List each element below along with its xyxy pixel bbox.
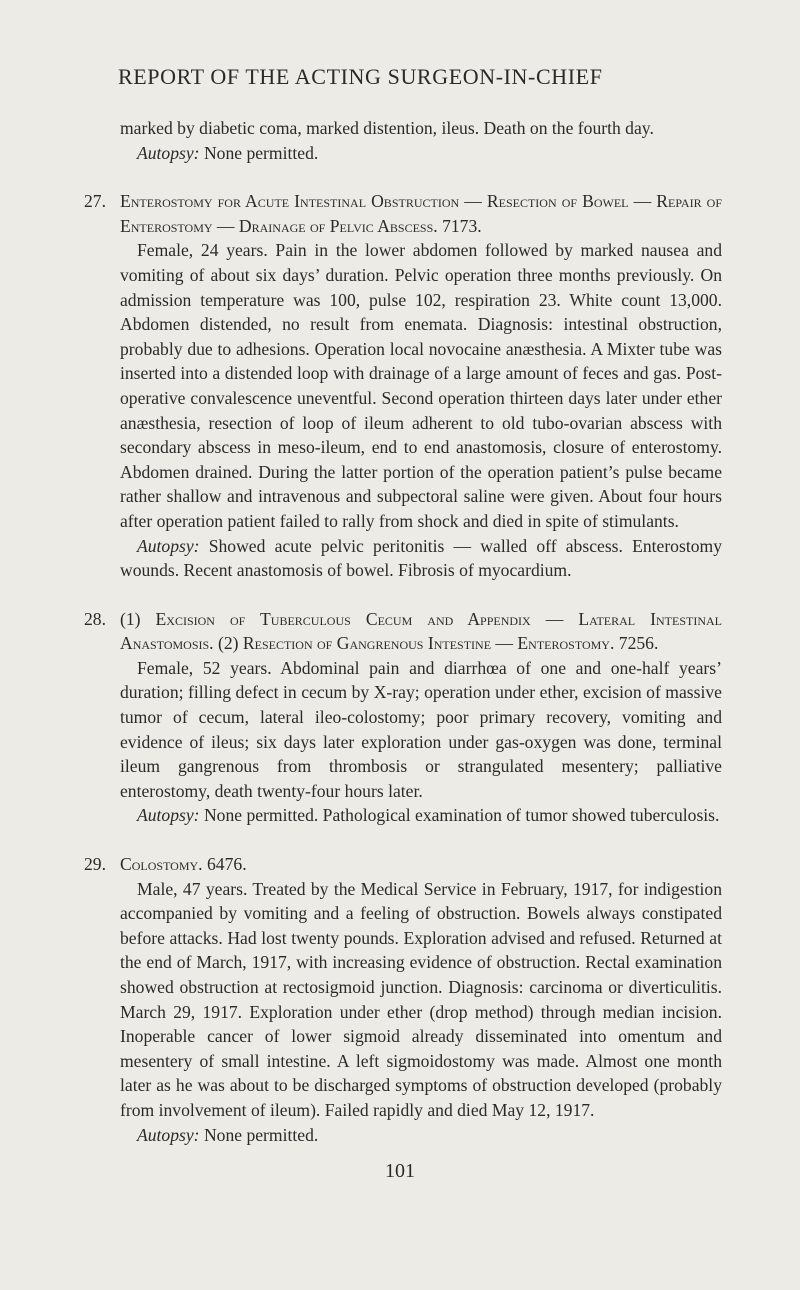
case-29 — [84, 852, 722, 1147]
case-text: Female, 52 years. Abdominal pain and diarrhœa of one and one-half years’ duration; filling defect in cecum by X-ray; operation under ether, excision of massive tumor of cecum, lateral ileo-colostomy; poor primary recovery, vomiting and evidence of ileus; six days later exploration under gas-oxygen was done, terminal ileum gangrenous from thrombosis or strangulated mesentery; palliative enterostomy, death twenty-four hours later. — [120, 657, 722, 801]
case-id: 6476. — [207, 854, 247, 875]
case-heading: Enterostomy for Acute Intestinal Obstruction — Resection of Bowel — Repair of Enterostomy — Drainage of Pelvic Abscess. — [120, 191, 722, 236]
autopsy-label: Autopsy: — [137, 1124, 200, 1145]
case-27 — [84, 189, 722, 583]
autopsy-text: Showed acute pelvic peritonitis — walled off abscess. Enterostomy wounds. Recent anastomosis of bowel. Fibrosis of myocardium. — [120, 535, 722, 581]
continuation-paragraph: marked by diabetic coma, marked distention, ileus. Death on the fourth day. — [120, 118, 654, 138]
case-heading: (1) Excision of Tuberculous Cecum and Appendix — Lateral Intestinal Anastomosis. (2) Resection of Gangrenous Intestine — Enterostomy. — [120, 608, 722, 654]
case-autopsy — [84, 534, 722, 583]
case-number: 28. — [84, 608, 106, 629]
case-text: Male, 47 years. Treated by the Medical Service in February, 1917, for indigestion accompanied by vomiting and a feeling of obstruction. Bowels always constipated before attacks. Had lost twenty pounds. Exploration advised and refused. Returned at the end of March, 1917, with increasing evidence of obstruction. Rectal examination showed obstruction at rectosigmoid junction. Diagnosis: carcinoma or diverticulitis. March 29, 1917. Exploration under ether (drop method) through median incision. Inoperable cancer of lower sigmoid already disseminated into omentum and mesentery of small intestine. A left sigmoidostomy was made. Almost one month later as he was about to be discharged symptoms of obstruction developed (probably from involvement of ileum). Failed rapidly and died May 12, 1917. — [120, 878, 722, 1120]
autopsy-text: None permitted. — [199, 1124, 319, 1145]
autopsy-label: Autopsy: — [137, 805, 200, 826]
autopsy-text: None permitted. — [199, 142, 319, 163]
page-body — [84, 116, 722, 1147]
case-title — [84, 189, 722, 238]
case-heading: Colostomy. — [120, 854, 203, 875]
case-title — [84, 852, 722, 877]
continuation-autopsy — [84, 141, 722, 166]
autopsy-text: None permitted. Pathological examination of tumor showed tuberculosis. — [199, 805, 720, 826]
autopsy-label: Autopsy: — [137, 535, 200, 556]
page-number: 101 — [385, 1160, 415, 1182]
autopsy-label: Autopsy: — [137, 142, 200, 163]
case-28 — [84, 607, 722, 828]
case-autopsy — [84, 803, 722, 828]
case-text: Female, 24 years. Pain in the lower abdomen followed by marked nausea and vomiting of about six days’ duration. Pelvic operation three months previously. On admission temperature was 100, pulse 102, respiration 23. White count 13,000. Abdomen distended, no result from enemata. Diagnosis: intestinal obstruction, probably due to adhesions. Operation local novocaine anæsthesia. A Mixter tube was inserted into a distended loop with drainage of a large amount of feces and gas. Post-operative convalescence uneventful. Second operation thirteen days later under ether anæsthesia, resection of loop of ileum adherent to old tubo-ovarian abscess with secondary abscess in meso-ileum, end to end anastomosis, closure of enterostomy. Abdomen drained. During the latter portion of the operation patient’s pulse became rather shallow and intravenous and subpectoral saline were given. About four hours after operation patient failed to rally from shock and died in spite of stimulants. — [120, 240, 722, 531]
case-number: 27. — [84, 191, 106, 212]
case-autopsy — [84, 1123, 722, 1148]
case-number: 29. — [84, 854, 106, 875]
running-header: REPORT OF THE ACTING SURGEON-IN-CHIEF — [118, 64, 603, 89]
case-id: 7256. — [618, 633, 659, 654]
case-id: 7173. — [442, 215, 482, 236]
case-title — [84, 607, 722, 656]
